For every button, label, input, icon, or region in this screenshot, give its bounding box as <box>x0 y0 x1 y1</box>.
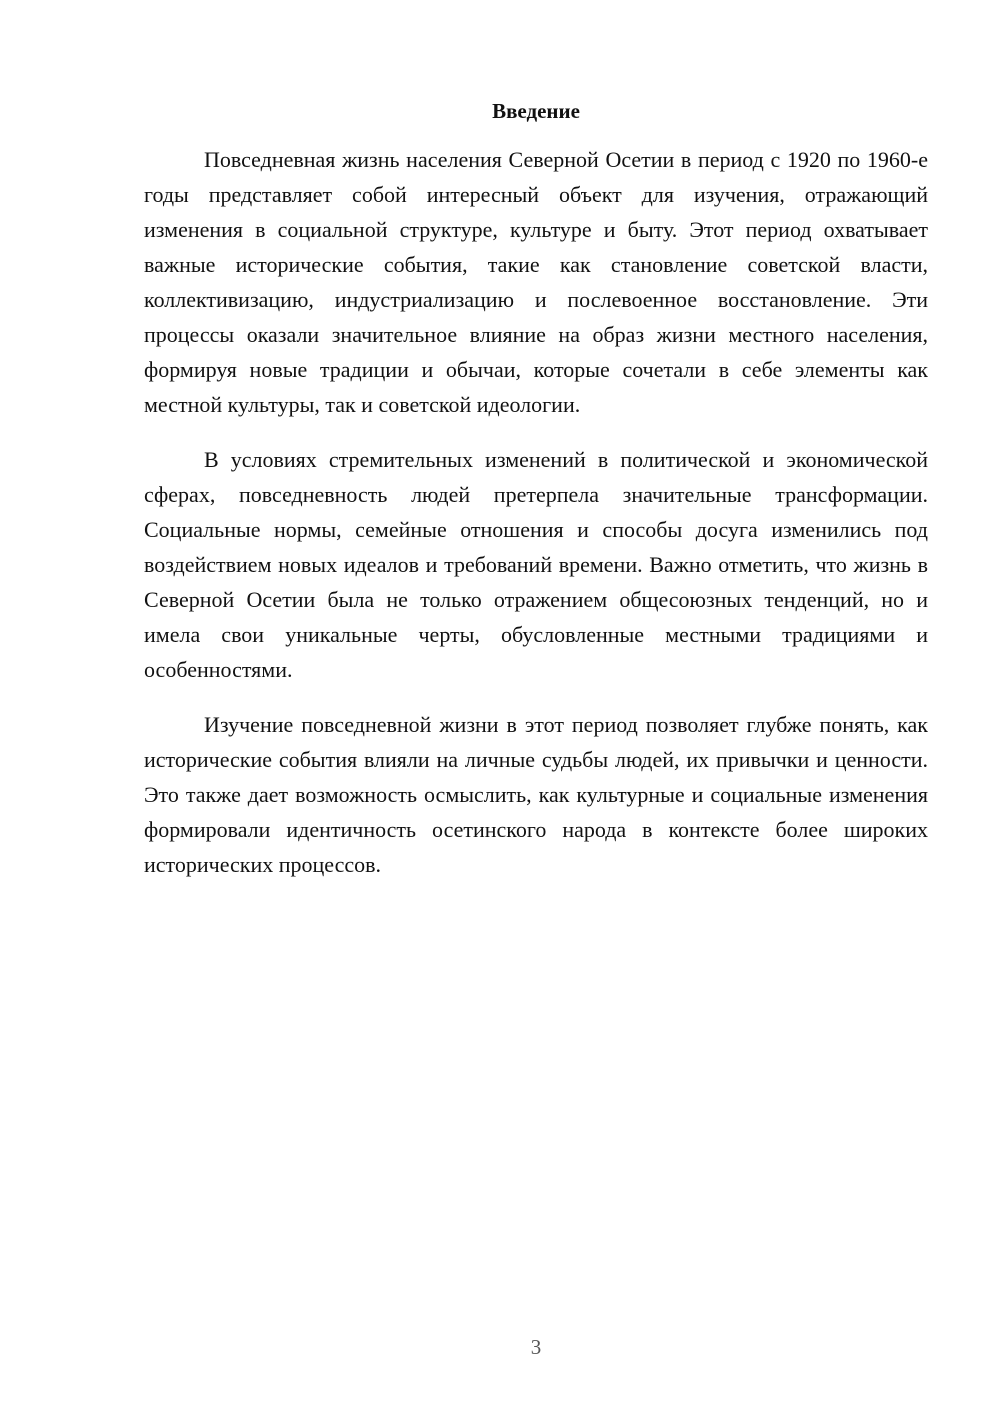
paragraph-1: Повседневная жизнь населения Северной Осетии в период с 1920 по 1960-е годы представляет собой интересный объект для изучения, отражающий изменения в социальной структуре, культуре и быту. Этот период охватывает важные исторические события, такие как становление советской власти, коллективизацию, индустриализацию и послевоенное восстановление. Эти процессы оказали значительное влияние на образ жизни местного населения, формируя новые традиции и обычаи, которые сочетали в себе элементы как местной культуры, так и советской идеологии. <box>144 147 928 417</box>
paragraph-2: В условиях стремительных изменений в политической и экономической сферах, повседневность людей претерпела значительные трансформации. Социальные нормы, семейные отношения и способы досуга изменились под воздействием новых идеалов и требований времени. Важно отметить, что жизнь в Северной Осетии была не только отражением общесоюзных тенденций, но и имела свои уникальные черты, обусловленные местными традициями и особенностями. <box>144 447 928 682</box>
page-title: Введение <box>492 99 580 123</box>
paragraph-3: Изучение повседневной жизни в этот период позволяет глубже понять, как исторические события влияли на личные судьбы людей, их привычки и ценности. Это также дает возможность осмыслить, как культурные и социальные изменения формировали идентичность осетинского народа в контексте более широких исторических процессов. <box>144 712 928 877</box>
page-number: 3 <box>530 1335 542 1359</box>
document-body <box>144 142 928 902</box>
